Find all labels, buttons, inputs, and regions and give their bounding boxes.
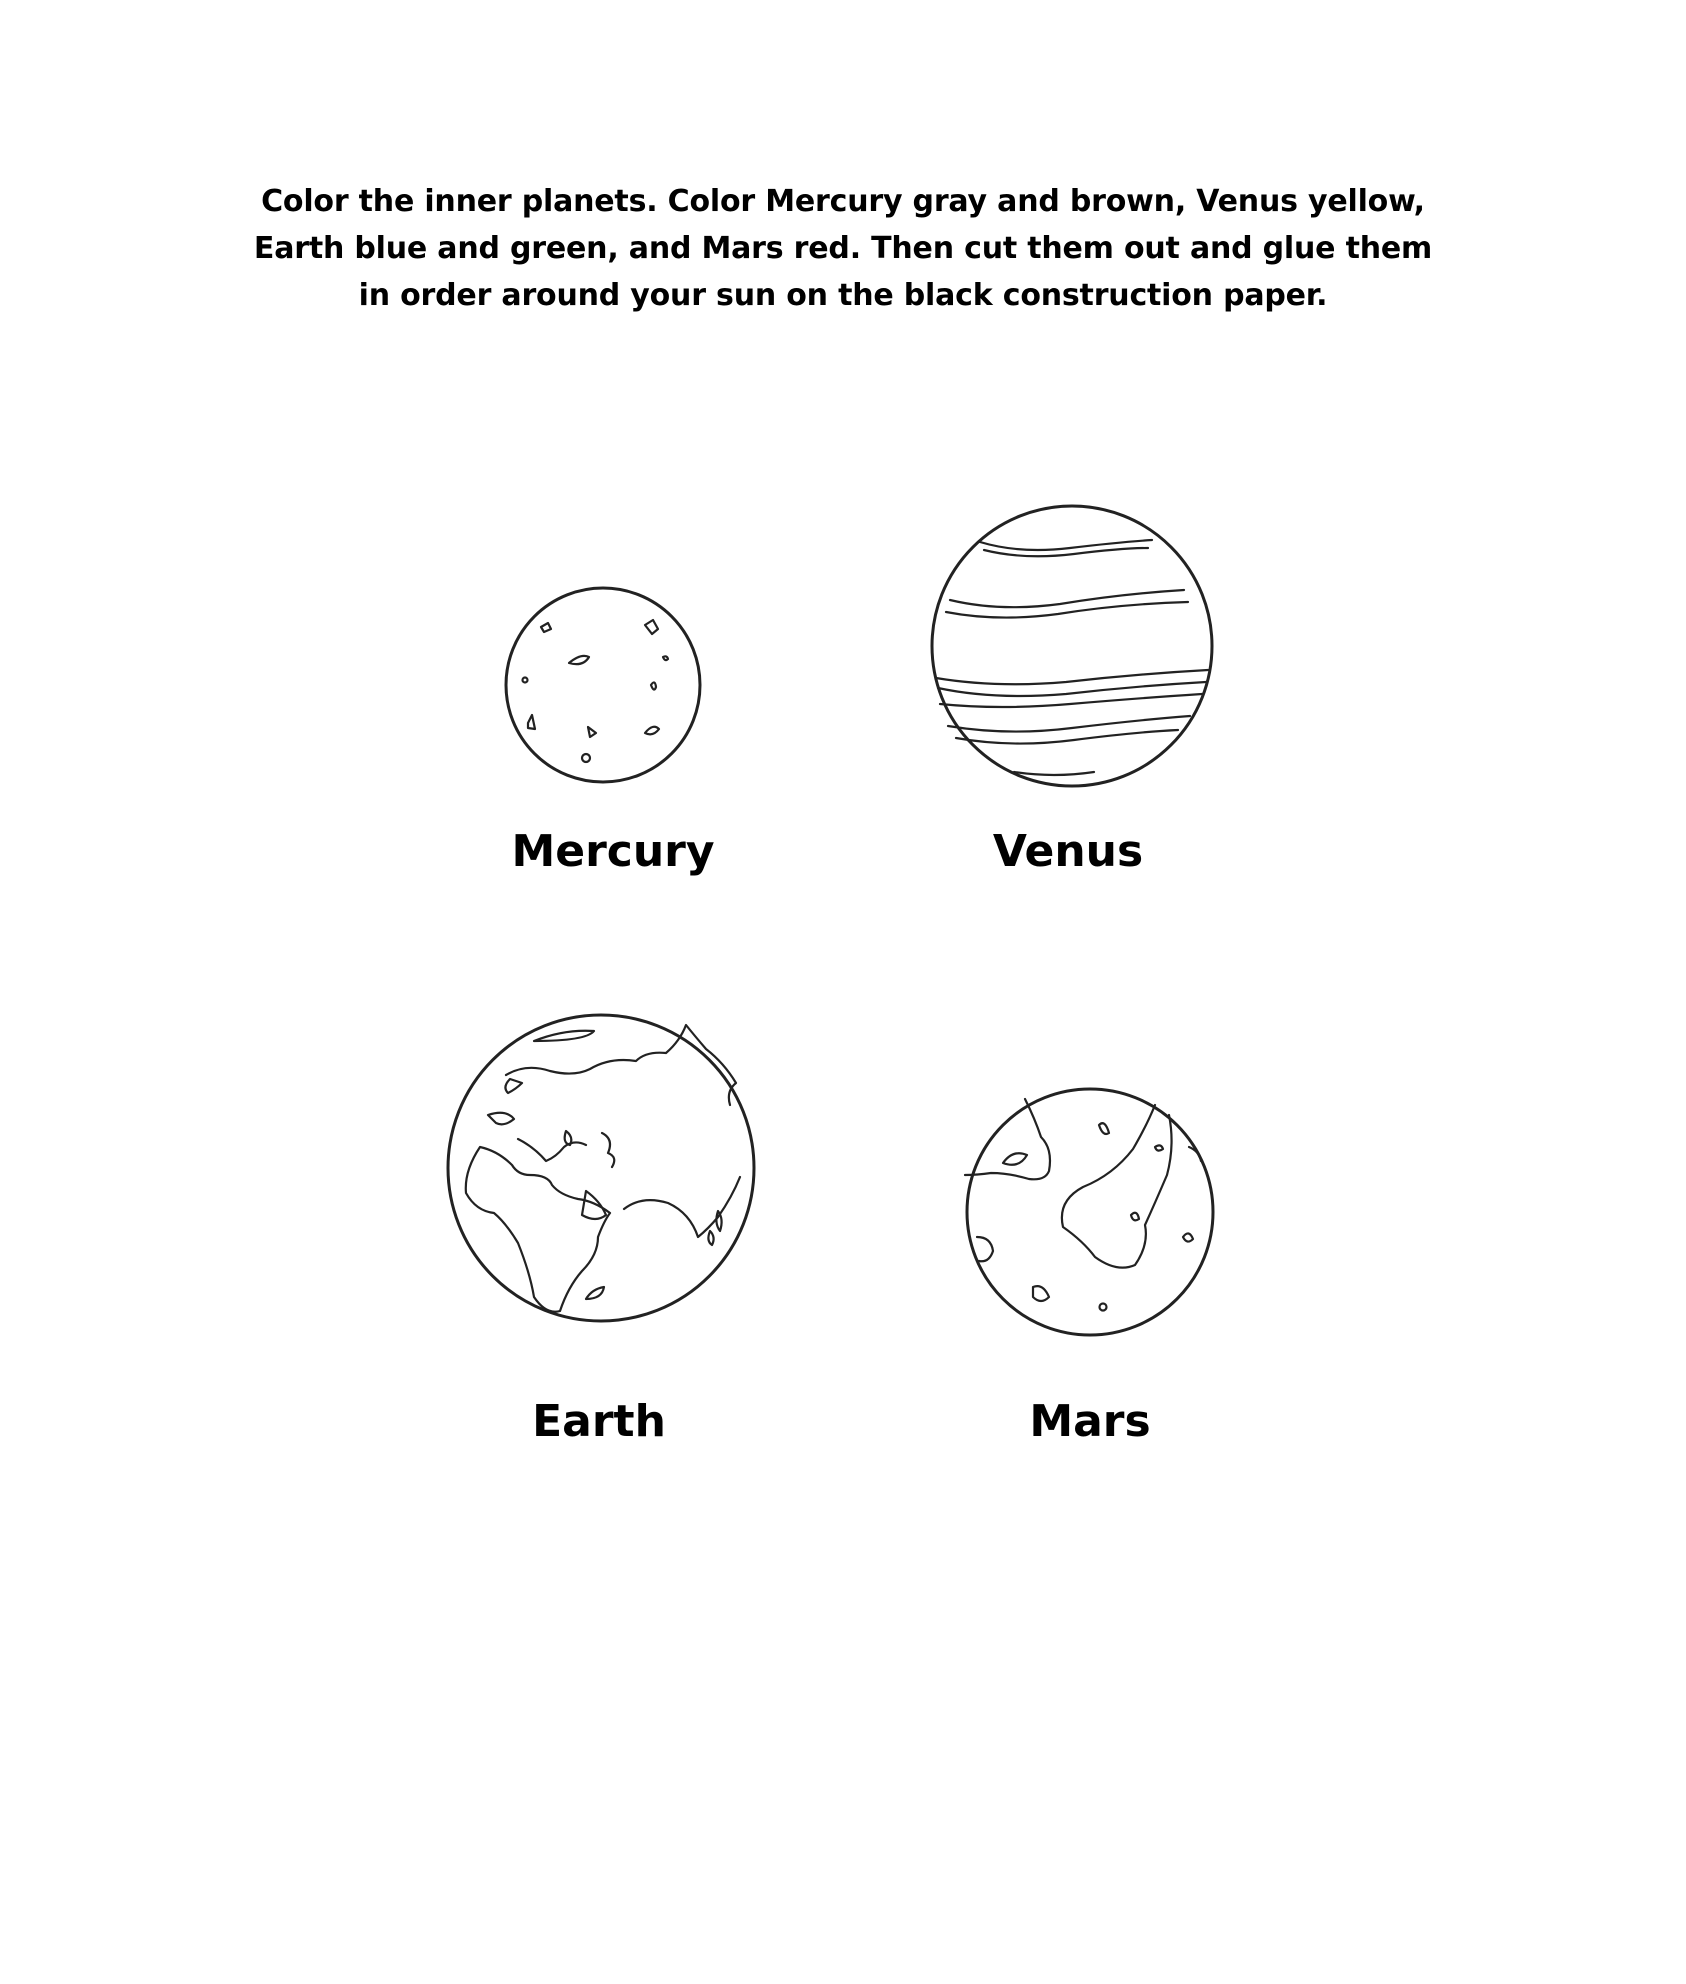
venus-planet-icon	[930, 504, 1214, 788]
earth-planet-icon	[446, 1013, 756, 1323]
planet-label-mercury: Mercury	[511, 826, 715, 877]
worksheet-instructions: Color the inner planets. Color Mercury gray and brown, Venus yellow, Earth blue and green, and Mars red. Then cut them out and glue them in order around your sun on the black construction paper.	[253, 184, 1433, 313]
planet-label-mars: Mars	[1029, 1396, 1151, 1447]
mercury-planet-icon	[503, 585, 703, 785]
planet-label-earth: Earth	[532, 1396, 666, 1447]
planet-label-venus: Venus	[992, 826, 1144, 877]
mars-planet-icon	[965, 1087, 1215, 1337]
